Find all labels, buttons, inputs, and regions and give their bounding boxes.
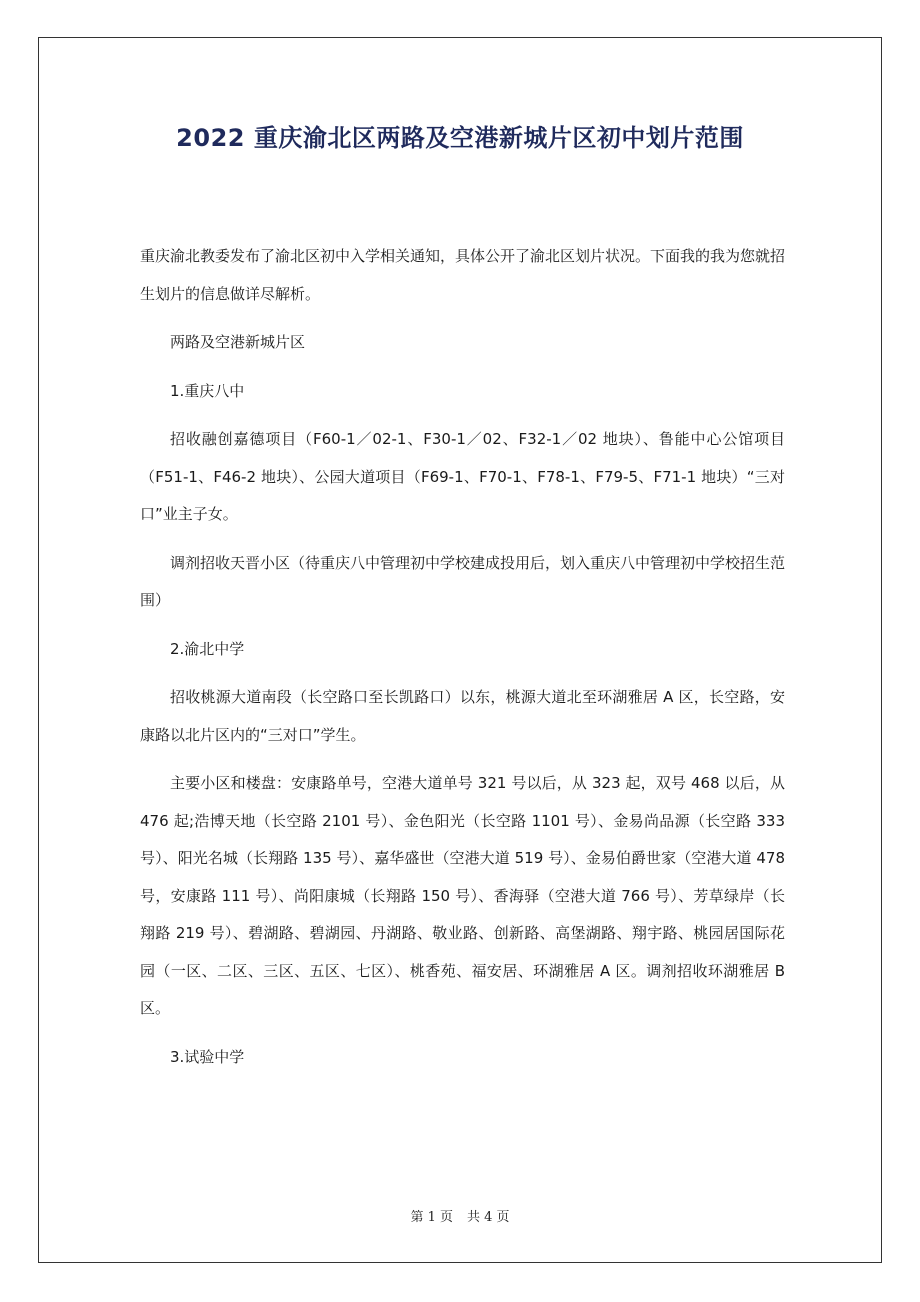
school-1-enrollment-paragraph: 招收融创嘉德项目（F60-1／02-1、F30-1／02、F32-1／02 地块）、鲁能中心公馆项目（F51-1、F46-2 地块）、公园大道项目（F69-1、F70-1、F78-1、F79-5、F71-1 地块）“三对口”业主子女。 [140, 430, 785, 523]
page-total: 共 4 页 [467, 1210, 510, 1225]
intro-paragraph: 重庆渝北教委发布了渝北区初中入学相关通知，具体公开了渝北区划片状况。下面我的我为您就招生划片的信息做详尽解析。 [140, 247, 786, 303]
school-2-enrollment-paragraph: 招收桃源大道南段（长空路口至长凯路口）以东，桃源大道北至环湖雅居 A 区，长空路，安康路以北片区内的“三对口”学生。 [140, 688, 785, 744]
school-heading-2: 2.渝北中学 [170, 639, 245, 658]
school-2-communities-paragraph: 主要小区和楼盘：安康路单号，空港大道单号 321 号以后，从 323 起，双号 468 以后，从 476 起;浩博天地（长空路 2101 号）、金色阳光（长空路 1101 号）、金易尚品源（长空路 333 号）、阳光名城（长翔路 135 号）、嘉华盛世（空港大道 519 号）、金易伯爵世家（空港大道 478 号，安康路 111 号）、尚阳康城（长翔路 150 号）、香海驿（空港大道 766 号）、芳草绿岸（长翔路 219 号）、碧湖路、碧湖园、丹湖路、敬业路、创新路、高堡湖路、翔宇路、桃园居国际花园（一区、二区、三区、五区、七区）、桃香苑、福安居、环湖雅居 A 区。调剂招收环湖雅居 B 区。 [140, 774, 785, 1017]
document-title: 2022 重庆渝北区两路及空港新城片区初中划片范围 [176, 124, 744, 152]
document-body [140, 238, 785, 1087]
school-heading-3: 3.试验中学 [170, 1047, 245, 1066]
section-heading-district: 两路及空港新城片区 [170, 333, 306, 351]
school-1-adjustment-paragraph: 调剂招收天晋小区（待重庆八中管理初中学校建成投用后，划入重庆八中管理初中学校招生范围） [140, 553, 786, 609]
page-footer [0, 1206, 920, 1225]
page-number: 第 1 页 [410, 1210, 453, 1225]
school-heading-1: 1.重庆八中 [170, 381, 245, 400]
